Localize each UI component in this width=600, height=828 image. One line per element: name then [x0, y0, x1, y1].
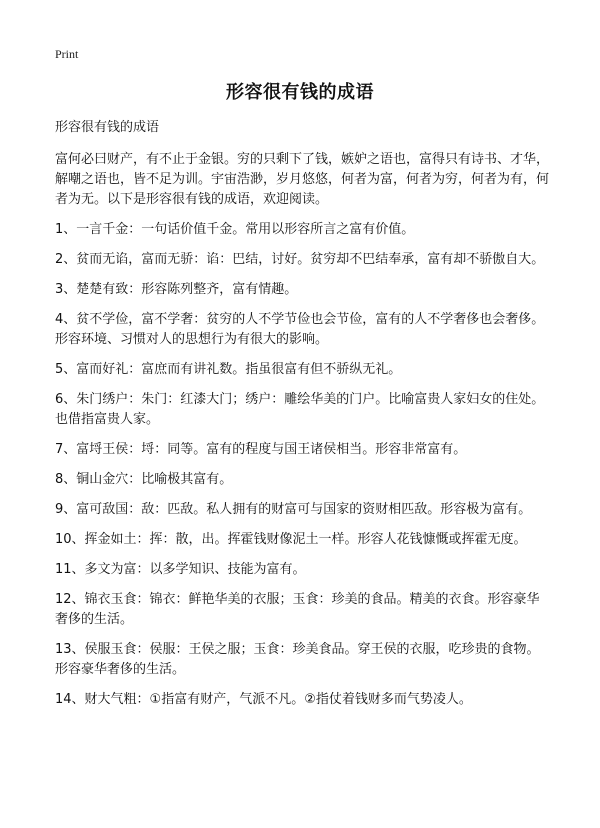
document-subtitle: 形容很有钱的成语 [55, 120, 160, 135]
idiom-item: 1、一言千金：一句话价值千金。常用以形容所言之富有价值。 [55, 222, 415, 237]
idiom-item: 3、楚楚有致：形容陈列整齐，富有情趣。 [55, 282, 298, 297]
idiom-item: 12、锦衣玉食：锦衣：鲜艳华美的衣服；玉食：珍美的食品。精美的衣食。形容豪华奢侈的生活。 [55, 592, 540, 627]
idiom-item: 6、朱门绣户：朱门：红漆大门；绣户：雕绘华美的门户。比喻富贵人家妇女的住处。也借指富贵人家。 [55, 392, 545, 427]
idiom-item: 11、多文为富：以多学知识、技能为富有。 [55, 562, 306, 577]
print-label: Print [55, 47, 79, 61]
idiom-item: 13、侯服玉食：侯服：王侯之服；玉食：珍美食品。穿王侯的衣服，吃珍贵的食物。形容豪华奢侈的生活。 [55, 642, 540, 677]
idiom-item: 10、挥金如土：挥：散，出。挥霍钱财像泥土一样。形容人花钱慷慨或挥霍无度。 [55, 532, 527, 547]
idiom-item: 2、贫而无谄，富而无骄：谄：巴结，讨好。贫穷却不巴结奉承，富有却不骄傲自大。 [55, 252, 545, 267]
idiom-item: 7、富埒王侯：埒：同等。富有的程度与国王诸侯相当。形容非常富有。 [55, 442, 467, 457]
idiom-item: 5、富而好礼：富庶而有讲礼数。指虽很富有但不骄纵无礼。 [55, 362, 402, 377]
idiom-item: 4、贫不学俭，富不学奢：贫穷的人不学节俭也会节俭，富有的人不学奢侈也会奢侈。形容环境、习惯对人的思想行为有很大的影响。 [55, 312, 545, 347]
page-title: 形容很有钱的成语 [226, 82, 374, 103]
document-body [55, 118, 550, 720]
intro-paragraph: 富何必曰财产，有不止于金银。穷的只剩下了钱，嫉妒之语也，富得只有诗书、才华，解嘲之语也，皆不足为训。宇宙浩渺，岁月悠悠，何者为富，何者为穷，何者为有，何者为无。以下是形容很有钱的成语，欢迎阅读。 [55, 152, 550, 207]
idiom-item: 14、财大气粗：①指富有财产，气派不凡。②指仗着钱财多而气势凌人。 [55, 692, 472, 707]
idiom-item: 9、富可敌国：敌：匹敌。私人拥有的财富可与国家的资财相匹敌。形容极为富有。 [55, 502, 532, 517]
idiom-item: 8、铜山金穴：比喻极其富有。 [55, 472, 233, 487]
